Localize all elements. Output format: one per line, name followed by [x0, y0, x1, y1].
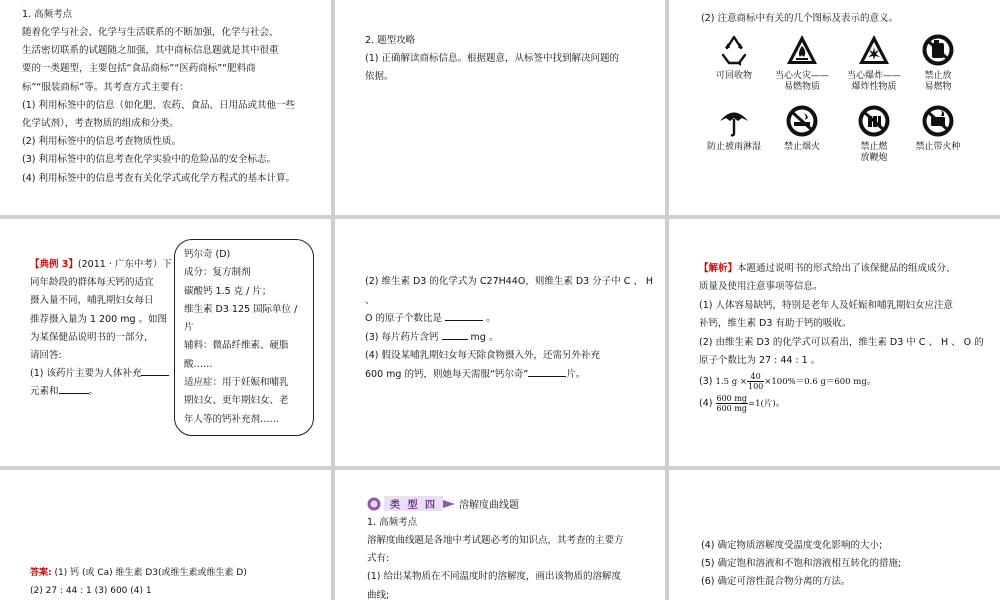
sign-label: 易燃物 [924, 82, 952, 92]
sign-no-fireworks [837, 104, 911, 164]
slide-safety-signs [669, 0, 1000, 215]
slide5-body [365, 273, 660, 384]
calc-3 [699, 372, 995, 391]
slide1-body [22, 24, 322, 188]
calc-result: ×100%＝0.6 g＝600 mg [764, 377, 867, 388]
label-line: 酸…… [184, 358, 213, 370]
sign-keep-dry [697, 104, 771, 153]
type-badge: 类 型 四 [384, 496, 443, 511]
sign-no-kindling [901, 104, 975, 153]
body-line: 质量及使用注意事项等信息。 [699, 281, 823, 293]
sign-label: 可回收物 [715, 71, 752, 81]
slide-analysis [669, 219, 1000, 466]
slide-example-3-questions [335, 219, 665, 466]
punctuation: 。 [866, 376, 877, 388]
slide-solubility-cont [669, 470, 1000, 600]
recycle-icon [717, 33, 751, 67]
answer-blank[interactable] [59, 383, 89, 394]
sign-label: 爆炸性物质 [851, 82, 897, 92]
answer-text: (1) 钙 (或 Ca) 维生素 D3(或维生素或维生素 D) [54, 568, 247, 578]
fraction [716, 394, 749, 413]
slide1-heading: 1. 高频考点 [22, 9, 73, 20]
question-4-unit: 片。 [566, 368, 586, 380]
body-line: (1) 利用标签中的信息（如化肥、农药、食品、日用品或其他一些 [22, 99, 295, 111]
sign-label: 当心火灾—— [774, 71, 829, 81]
body-line: 补钙，维生素 D3 有助于钙的吸收。 [699, 318, 852, 330]
no-fireworks-icon [857, 104, 891, 138]
body-line: 曲线; [367, 589, 390, 600]
question-1-cont: 元素和 [30, 386, 59, 398]
label-line: 钙尔奇 (D) [184, 249, 231, 260]
body-line: 式有: [367, 553, 390, 565]
calc-term: 1.5 g × [715, 377, 747, 388]
label-line: 片 [184, 322, 194, 334]
punctuation: 。 [486, 313, 496, 324]
sign-recycle [697, 33, 771, 82]
body-line: 原子个数比为 27 : 44 : 1 。 [699, 355, 821, 367]
sign-label: 放鞭炮 [860, 153, 888, 163]
body-line: (1) 正确解读商标信息。根据题意，从标签中找到解决问题的 [365, 53, 619, 64]
sign-label: 防止被雨淋湿 [706, 142, 761, 152]
sign-label: 易燃物质 [783, 82, 820, 92]
body-line: 推荐摄入量为 1 200 mg 。如图 [30, 313, 168, 325]
body-line: 为某保健品说明书的一部分， [30, 331, 154, 343]
sign-label: 禁止烟火 [783, 142, 820, 152]
body-line: (2) 由维生素 D3 的化学式可以看出，维生素 D3 中 C 、 H 、 O 的 [699, 336, 984, 348]
sign-explosive [837, 33, 911, 93]
numerator: 600 mg [716, 393, 748, 403]
question-3-unit: mg 。 [470, 331, 499, 343]
body-line: (6) 确定可溶性混合物分离的方法。 [701, 576, 851, 588]
answer-tag: 答案: [30, 568, 52, 578]
medicine-label [174, 239, 314, 436]
calc-4 [699, 394, 995, 413]
label-line: 碳酸钙 1.5 克 / 片； [184, 285, 272, 297]
label-line: 维生素 D3 125 国际单位 / [184, 303, 298, 315]
keep-dry-icon [717, 104, 751, 138]
question-4-cont: 600 mg 的钙，则她每天需服“钙尔奇” [365, 368, 529, 380]
body-line: (1) 人体容易缺钙，特别是老年人及妊娠和哺乳期妇女应注意 [699, 299, 953, 311]
sign-label: 当心爆炸—— [846, 71, 901, 81]
example-source: (2011 · 广东中考）下 [77, 259, 172, 270]
sign-flammable [765, 33, 839, 93]
label-line: 成分：复方制剂 [184, 267, 251, 279]
answer-line-2: (2) 27 : 44 : 1 (3) 600 (4) 1 [30, 586, 152, 596]
fraction [747, 372, 764, 391]
body-line: 化学试剂），考查物质的组成和分类。 [22, 118, 179, 130]
answer-blank[interactable] [445, 310, 483, 321]
body-line: 请回答: [30, 350, 62, 362]
body-line: 生活密切联系的试题随之加强，其中商标信息题就是其中很重 [22, 45, 279, 57]
body-line: 随着化学与社会、化学与生活联系的不断加强，化学与社会、 [22, 27, 279, 38]
body-line: 本题通过说明书的形式给出了该保健品的组成成分、 [737, 263, 956, 274]
answer-line-1 [30, 564, 247, 582]
calc-label: (3) [699, 376, 713, 388]
slide-strategy [335, 0, 665, 215]
slide-answer [0, 470, 331, 600]
punctuation: 。 [775, 397, 786, 409]
badge-circle-icon [367, 497, 381, 511]
body-line: 同年龄段的群体每天钙的适宜 [30, 277, 154, 289]
sign-no-smoking [765, 104, 839, 153]
question-3: (3) 每片药片含钙 [365, 331, 439, 343]
body-line: (3) 利用标签中的信息考查化学实验中的危险品的安全标志。 [22, 154, 276, 166]
question-1: (1) 该药片主要为人体补充 [30, 368, 142, 380]
label-line: 辅料：微晶纤维素、硬脂 [184, 340, 289, 352]
question-2-cont: O 的原子个数比是 [365, 313, 442, 324]
slide-example-3 [0, 219, 331, 466]
calc-result: =1(片) [748, 398, 776, 409]
denominator: 100 [748, 382, 764, 392]
body-line: (4) 确定物质溶解度受温度变化影响的大小; [701, 540, 883, 551]
analysis-tag: 【解析】 [699, 263, 738, 274]
sign-label: 禁止燃 [860, 142, 888, 152]
body-line: (4) 利用标签中的信息考查有关化学式或化学方程式的基本计算。 [22, 172, 295, 184]
no-smoking-icon [785, 104, 819, 138]
answer-blank[interactable] [141, 365, 169, 376]
label-line: 适应症：用于妊娠和哺乳 [184, 377, 289, 389]
type-header [367, 496, 519, 511]
body-line: 摄入量不同，哺乳期妇女每日 [30, 295, 154, 307]
slide8-body [367, 532, 657, 600]
numerator: 40 [747, 372, 764, 382]
slide-high-frequency-points [0, 0, 331, 215]
body-line: 标”“服装商标”等。其考查方式主要有： [22, 81, 189, 93]
body-line: (1) 给出某物质在不同温度时的溶解度，画出该物质的溶解度 [367, 571, 621, 583]
no-kindling-icon [921, 104, 955, 138]
slide3-heading: (2) 注意商标中有关的几个图标及表示的意义。 [701, 13, 898, 24]
body-line: (2) 利用标签中的信息考查物质性质。 [22, 136, 181, 148]
body-line: 依据。 [365, 71, 394, 83]
sign-label: 禁止放 [924, 71, 952, 81]
slide9-body [701, 537, 997, 592]
arrow-icon [443, 500, 455, 508]
label-line: 期妇女、更年期妇女、老 [184, 395, 289, 407]
slide4-question [30, 256, 188, 402]
answer-blank[interactable] [442, 329, 468, 340]
example-tag: 【典例 3】 [30, 259, 78, 270]
slide2-heading: 2. 题型攻略 [365, 35, 416, 46]
slide-solubility-curve [335, 470, 665, 600]
answer-blank[interactable] [528, 366, 566, 377]
question-2: (2) 维生素 D3 的化学式为 C27H44O，则维生素 D3 分子中 C 、 H 、 [365, 276, 654, 306]
slide6-body [699, 260, 995, 413]
sign-no-flammables [901, 33, 975, 93]
body-line: 要的一类题型，主要包括“食品商标”“医药商标”“肥料商 [22, 63, 256, 75]
slide2-body [365, 50, 655, 86]
flammable-icon [785, 33, 819, 67]
punctuation: 。 [88, 386, 99, 398]
slide8-heading: 1. 高频考点 [367, 517, 418, 528]
body-line: 溶解度曲线题是各地中考试题必考的知识点，其考查的主要方 [367, 535, 624, 546]
sign-label: 禁止带火种 [915, 142, 961, 152]
denominator: 600 mg [716, 403, 748, 413]
type-title: 溶解度曲线题 [458, 500, 519, 511]
calc-label: (4) [699, 397, 713, 409]
body-line: (5) 确定饱和溶液和不饱和溶液相互转化的措施; [701, 558, 902, 570]
no-flammables-icon [921, 33, 955, 67]
explosive-icon [857, 33, 891, 67]
label-line: 年人等的钙补充剂…… [184, 413, 280, 425]
question-4: (4) 假设某哺乳期妇女每天除食物摄入外，还需另外补充 [365, 350, 600, 361]
